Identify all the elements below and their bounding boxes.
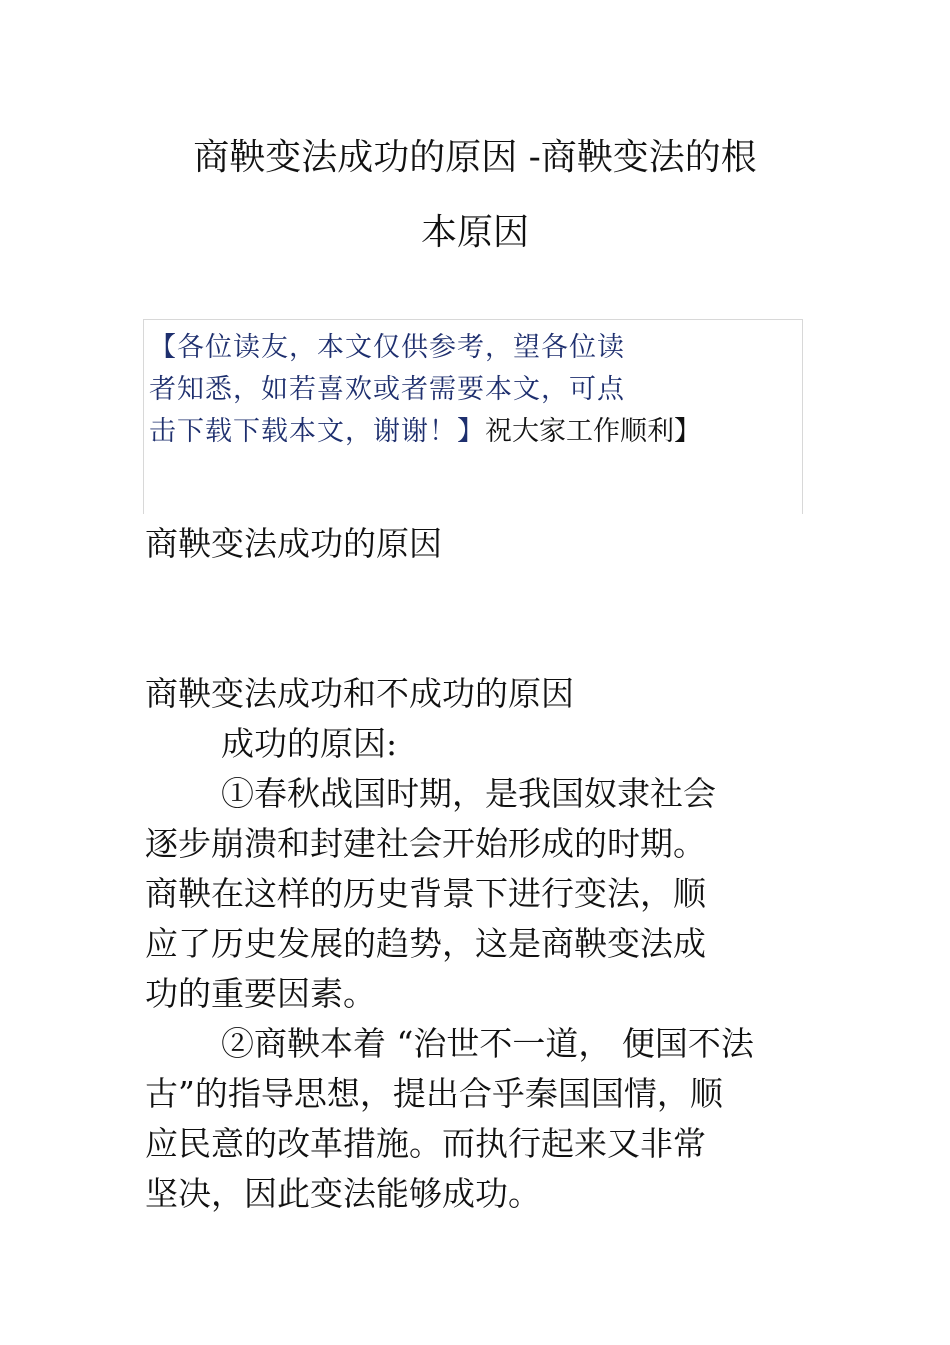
notice-line-2: 者知悉，如若喜欢或者需要本文，可点 [149,374,625,405]
notice-line-3-text: 击下载下载本文，谢谢！】 [149,416,485,447]
paragraph-2-line-3: 应民意的改革措施。而执行起来又非常 [145,1124,706,1163]
notice-line-3-tail: 祝大家工作顺利】 [485,416,701,447]
paragraph-2-line-4: 坚决，因此变法能够成功。 [145,1174,541,1213]
document-title-line-2: 本原因 [420,212,529,253]
section-head: 成功的原因: [221,724,398,763]
notice-line-1: 【各位读友，本文仅供参考，望各位读 [149,332,625,363]
subheading-1: 商鞅变法成功的原因 [145,524,442,563]
notice-line-3 [149,416,701,448]
paragraph-2-line-1: ②商鞅本着 “治世不一道， 便国不法 [221,1024,754,1063]
paragraph-1-line-1: ①春秋战国时期，是我国奴隶社会 [221,774,716,813]
document-title-line-1: 商鞅变法成功的原因 -商鞅变法的根 [193,137,757,178]
paragraph-2-line-2: 古”的指导思想，提出合乎秦国国情，顺 [145,1074,723,1113]
notice-box [143,319,803,514]
paragraph-1-line-4: 应了历史发展的趋势，这是商鞅变法成 [145,924,706,963]
paragraph-1-line-5: 功的重要因素。 [145,974,376,1013]
subheading-2: 商鞅变法成功和不成功的原因 [145,674,574,713]
paragraph-1-line-2: 逐步崩溃和封建社会开始形成的时期。 [145,824,706,863]
paragraph-1-line-3: 商鞅在这样的历史背景下进行变法，顺 [145,874,706,913]
